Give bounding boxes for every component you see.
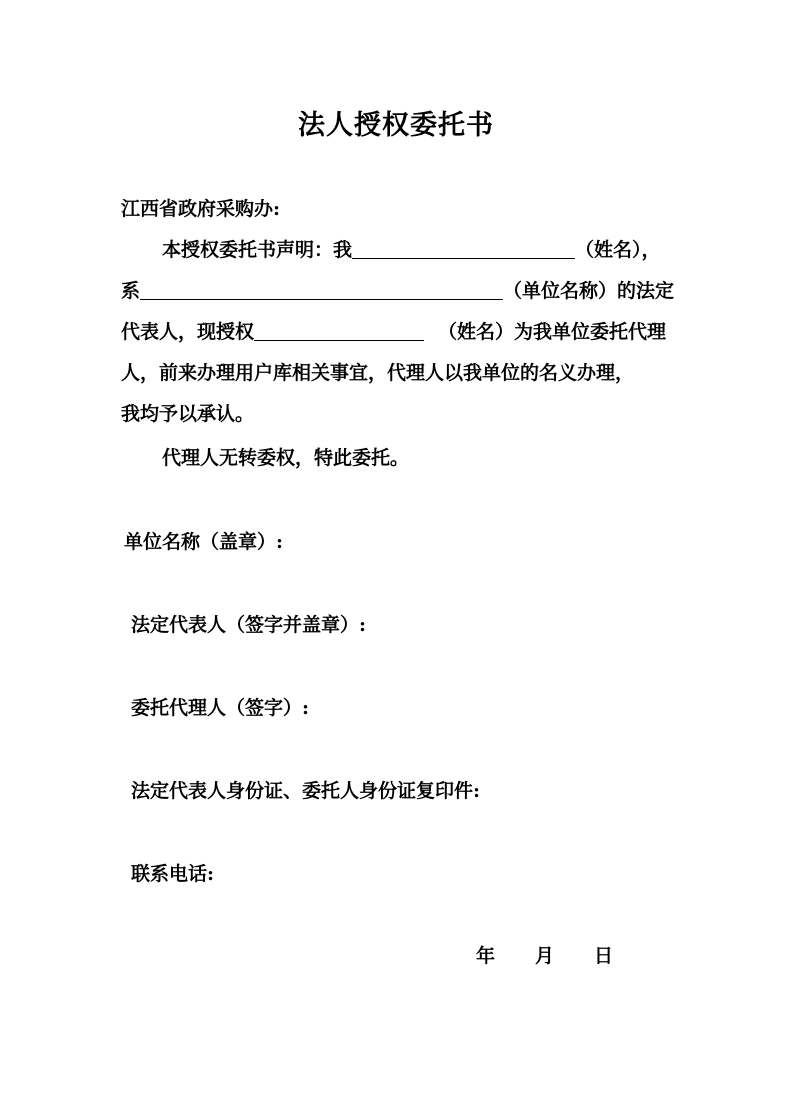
line2-prefix: 系: [121, 280, 141, 302]
unit-name-seal-field: 单位名称（盖章）:: [124, 531, 284, 553]
line3-prefix: 代表人，现授权: [121, 321, 255, 343]
agent-name-label: （姓名）为我单位委托代理: [438, 321, 667, 343]
addressee: 江西省政府采购办:: [121, 198, 281, 220]
declaration-prefix: 本授权委托书声明：我: [162, 239, 353, 261]
date-line: [476, 943, 613, 969]
phone-field: 联系电话:: [131, 863, 215, 885]
name-label: （姓名），: [575, 239, 661, 261]
declaration-line-2: [121, 278, 674, 304]
declaration-line-3: [121, 319, 666, 345]
declaration-line-4: 人，前来办理用户库相关事宜，代理人以我单位的名义办理，: [121, 362, 635, 384]
document-title: 法人授权委托书: [298, 110, 494, 141]
unit-name-blank[interactable]: [140, 279, 503, 300]
declaration-line-1: [162, 237, 661, 263]
agent-name-blank[interactable]: [254, 320, 424, 341]
declaration-line-5: 我均予以承认。: [121, 403, 255, 425]
month-label: 月: [535, 945, 555, 967]
no-delegation-statement: 代理人无转委权，特此委托。: [162, 447, 410, 469]
day-label: 日: [594, 945, 614, 967]
name-blank[interactable]: [352, 238, 575, 259]
unit-name-label: （单位名称）的法定: [503, 280, 675, 302]
year-label: 年: [476, 945, 496, 967]
agent-signature-field: 委托代理人（签字）:: [131, 697, 310, 719]
id-copies-field: 法定代表人身份证、委托人身份证复印件:: [131, 780, 481, 802]
legal-rep-signature-field: 法定代表人（签字并盖章）:: [131, 614, 367, 636]
